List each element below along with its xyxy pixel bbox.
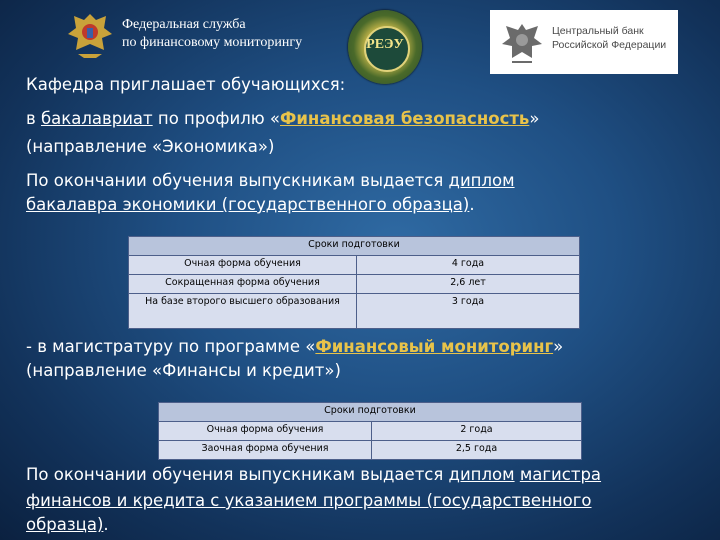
table-header: Сроки подготовки	[129, 237, 580, 256]
cbr-line-2: Российской Федерации	[552, 39, 667, 51]
master-result-line-2	[26, 490, 706, 512]
bachelor-link[interactable]: бакалавриат	[40, 109, 153, 128]
master-program-desc-link[interactable]: финансов и кредита с указанием программы (государственного	[26, 491, 592, 510]
master-line-1	[26, 336, 706, 358]
master-result-end: .	[103, 515, 109, 534]
bachelor-suffix: »	[529, 109, 540, 128]
intro-text: Кафедра приглашает обучающихся:	[26, 75, 346, 94]
fsfm-line-2: по финансовому мониторингу	[122, 35, 303, 50]
table-cell-term: 4 года	[357, 256, 580, 275]
table-cell-term: 2,5 года	[372, 441, 582, 460]
table-header-row	[159, 403, 582, 422]
table-row	[129, 256, 580, 275]
master-diploma-link[interactable]: диплом	[448, 465, 515, 484]
table-cell-form: Заочная форма обучения	[159, 441, 372, 460]
table-row	[159, 441, 582, 460]
master-result-line-3	[26, 514, 706, 536]
bachelor-degree-link[interactable]: бакалавра экономики (государственного образца)	[26, 195, 470, 214]
table-cell-form: Сокращенная форма обучения	[129, 275, 357, 294]
seal-text: РЕЭУ	[366, 37, 404, 52]
master-program-end-link[interactable]: образца)	[26, 515, 104, 534]
cbr-logo	[490, 10, 678, 74]
bachelor-line-1	[26, 108, 706, 130]
table-header-row	[129, 237, 580, 256]
table-cell-term: 2,6 лет	[357, 275, 580, 294]
fsfm-emblem-icon	[66, 10, 114, 60]
cbr-line-1: Центральный банк	[552, 25, 644, 37]
master-result-line-1	[26, 464, 706, 486]
bachelor-prefix: в	[26, 109, 41, 128]
table-cell-form: Очная форма обучения	[159, 422, 372, 441]
master-program-link[interactable]: Финансовый мониторинг	[315, 337, 554, 356]
table-cell-term: 3 года	[357, 294, 580, 329]
master-line-2: (направление «Финансы и кредит»)	[26, 361, 341, 380]
master-degree-link[interactable]: магистра	[519, 465, 602, 484]
cbr-eagle-icon	[498, 18, 546, 66]
bachelor-result-line-2	[26, 194, 706, 216]
bachelor-line-2: (направление «Экономика»)	[26, 137, 275, 156]
master-terms-table	[158, 402, 582, 460]
fsfm-line-1: Федеральная служба	[122, 17, 246, 32]
bachelor-result-text: По окончании обучения выпускникам выдается	[26, 171, 449, 190]
table-cell-form: Очная форма обучения	[129, 256, 357, 275]
bachelor-terms-table	[128, 236, 580, 329]
table-cell-term: 2 года	[372, 422, 582, 441]
master-prefix: - в магистратуру по программе «	[26, 337, 316, 356]
bachelor-result-line-1	[26, 170, 706, 192]
master-suffix: »	[553, 337, 564, 356]
table-row	[129, 294, 580, 329]
cbr-title	[552, 24, 666, 52]
bachelor-diploma-link[interactable]: диплом	[448, 171, 515, 190]
university-seal	[348, 10, 422, 84]
table-cell-form: На базе второго высшего образования	[129, 294, 357, 329]
table-header: Сроки подготовки	[159, 403, 582, 422]
bachelor-profile-link[interactable]: Финансовая безопасность	[280, 109, 530, 128]
table-row	[159, 422, 582, 441]
table-row	[129, 275, 580, 294]
bachelor-result-end: .	[469, 195, 475, 214]
fsfm-title	[122, 16, 302, 52]
bachelor-middle: по профилю «	[152, 109, 280, 128]
master-result-text: По окончании обучения выпускникам выдается	[26, 465, 449, 484]
